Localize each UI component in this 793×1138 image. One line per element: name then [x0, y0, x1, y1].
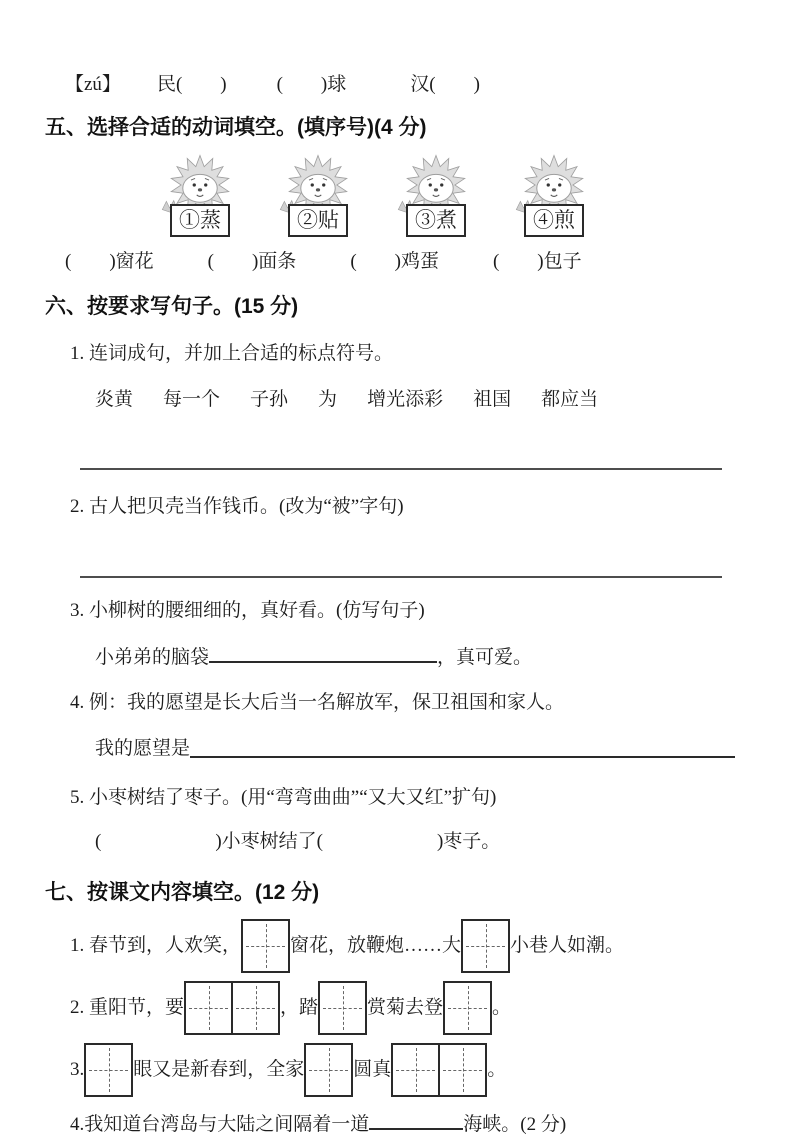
tianzige-box [304, 1043, 353, 1097]
answer-rule-line [80, 468, 722, 470]
verb-label-box [406, 204, 466, 237]
section6-heading: 六、按要求写句子。(15 分) [45, 294, 299, 318]
fill-blank [369, 1109, 463, 1130]
s6-q3-label: 3. 小柳树的腰细细的，真好看。(仿写句子) [70, 599, 425, 621]
s7-q2-text-4: 。 [492, 997, 512, 1019]
tianzige-box [231, 981, 280, 1035]
verb-figure-1 [157, 152, 243, 237]
tianzige-box-pair [184, 981, 280, 1035]
verb-blank-4: ( )包子 [492, 250, 582, 272]
verb-figures-row [157, 152, 735, 237]
s7-q2-text-3: 赏菊去登 [367, 997, 444, 1019]
verb-label-box [524, 204, 584, 237]
tianzige-box [84, 1043, 133, 1097]
verb-label-box [170, 204, 230, 237]
verb-blanks-row [65, 249, 735, 275]
s7-q3-text-3: 圆真 [353, 1059, 392, 1081]
s6-q5-answer: ( )小枣树结了( )枣子。 [95, 831, 501, 853]
s6-q3-answer [95, 642, 735, 671]
verb-figure-2 [275, 152, 361, 237]
s7-q2-text-1: 2. 重阳节，要 [70, 997, 185, 1019]
tianzige-box [241, 919, 290, 973]
s7-q3-text-1: 3. [70, 1059, 85, 1081]
s7-q1-text-3: 小巷人如潮。 [510, 935, 625, 957]
s7-q1-text-1: 1. 春节到，人欢笑， [70, 935, 242, 957]
zu-pinyin-line [65, 72, 735, 98]
word: 祖国 [473, 388, 512, 410]
zu-blank-2: ( )球 [276, 74, 347, 95]
s6-q2-label: 2. 古人把贝壳当作钱币。(改为“被”字句) [70, 496, 404, 518]
verb-label: ③煮 [415, 207, 457, 232]
verb-blank-3: ( )鸡蛋 [350, 250, 439, 272]
s7-q3-text-2: 眼又是新春到，全家 [133, 1059, 305, 1081]
s6-q5-label: 5. 小枣树结了枣子。(用“弯弯曲曲”“又大又红”扩句) [70, 787, 497, 809]
section7-heading: 七、按课文内容填空。(12 分) [45, 880, 320, 904]
s6-q1-label: 1. 连词成句，并加上合适的标点符号。 [70, 342, 394, 364]
section5-heading: 五、选择合适的动词填空。(填序号)(4 分) [45, 115, 427, 139]
s7-q4-text-1: 4.我知道台湾岛与大陆之间隔着一道 [70, 1114, 370, 1136]
verb-label: ④煎 [533, 207, 575, 232]
s6-q4-answer [95, 736, 735, 762]
s7-q4-text-2: 海峡。(2 分) [463, 1114, 567, 1136]
tianzige-box [461, 919, 510, 973]
verb-blank-1: ( )窗花 [65, 250, 154, 272]
tianzige-box [438, 1043, 487, 1097]
word: 每一个 [163, 388, 221, 410]
s7-q1-row [70, 919, 735, 973]
verb-figure-4 [511, 152, 597, 237]
verb-label: ①蒸 [179, 207, 221, 232]
s6-q4-prefix: 我的愿望是 [95, 737, 191, 759]
word: 为 [318, 388, 338, 410]
s6-q3-prefix: 小弟弟的脑袋 [95, 646, 210, 668]
tianzige-box [184, 981, 233, 1035]
s7-q3-text-4: 。 [487, 1059, 507, 1081]
zu-bracket: 【zú】 [65, 74, 121, 95]
answer-rule-line [80, 576, 722, 578]
fill-blank [209, 642, 437, 663]
tianzige-box [443, 981, 492, 1035]
s7-q1-text-2: 窗花，放鞭炮……大 [290, 935, 462, 957]
tianzige-box [391, 1043, 440, 1097]
s6-q1-words [95, 387, 735, 413]
s7-q4-row [70, 1109, 735, 1138]
tianzige-box-pair [391, 1043, 487, 1097]
s7-q2-row [70, 981, 735, 1035]
verb-figure-3 [393, 152, 479, 237]
zu-blank-3: 汉( ) [410, 74, 480, 95]
word: 子孙 [250, 388, 289, 410]
s7-q3-row [70, 1043, 735, 1097]
verb-blank-2: ( )面条 [207, 250, 297, 272]
zu-blank-1: 民( ) [156, 74, 227, 95]
tianzige-box [318, 981, 367, 1035]
verb-label: ②贴 [297, 207, 339, 232]
word: 炎黄 [95, 388, 134, 410]
verb-label-box [288, 204, 348, 237]
s6-q3-suffix: ，真可爱。 [437, 646, 533, 668]
word: 都应当 [541, 388, 599, 410]
s6-q4-label: 4. 例：我的愿望是长大后当一名解放军，保卫祖国和家人。 [70, 692, 565, 714]
s7-q2-text-2: ，踏 [280, 997, 319, 1019]
word: 增光添彩 [367, 388, 444, 410]
fill-blank [190, 736, 735, 759]
